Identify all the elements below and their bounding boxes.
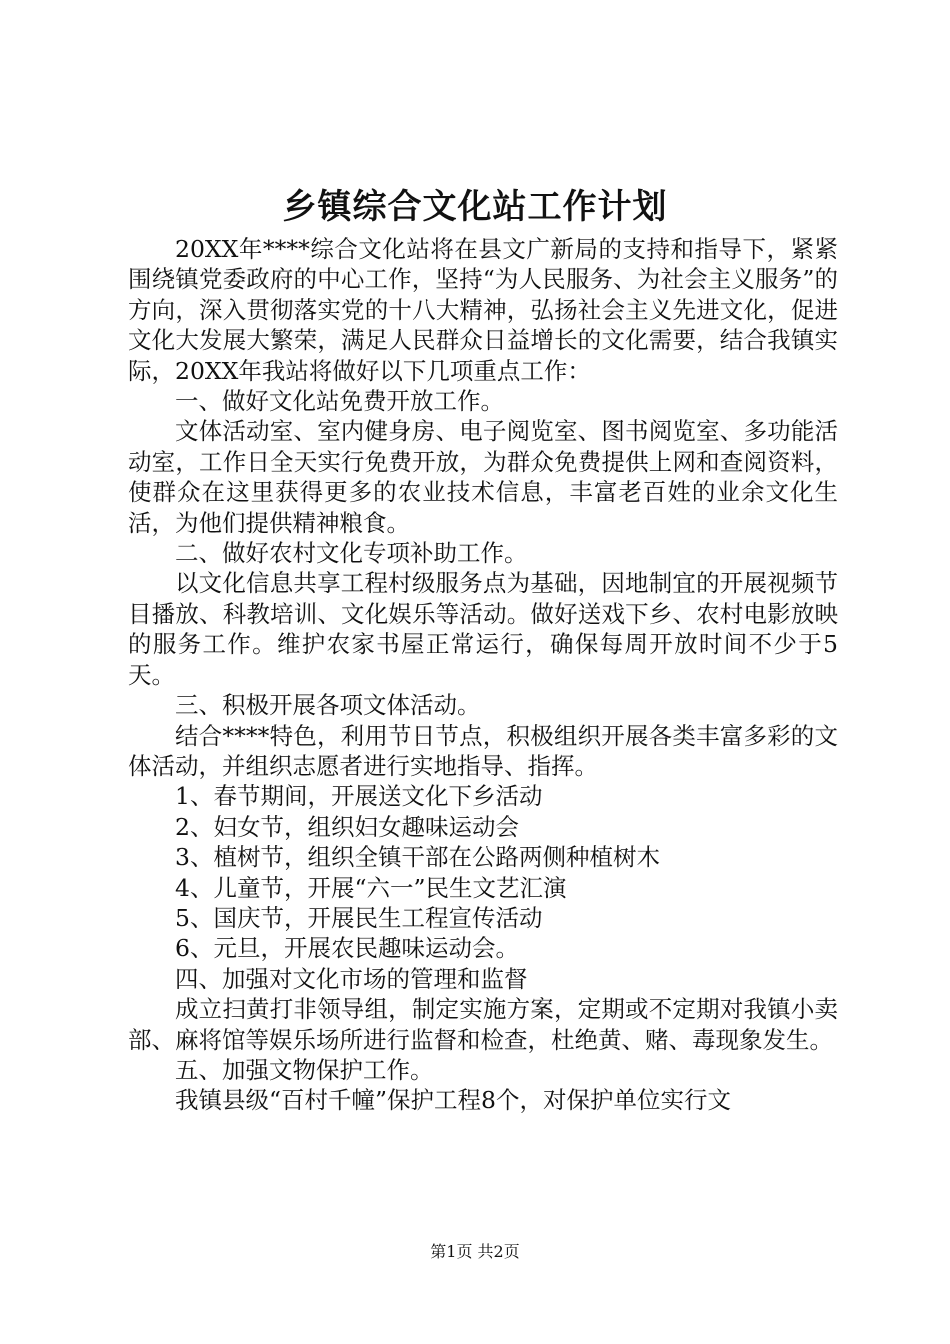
paragraph-intro: 20XX年****综合文化站将在县文广新局的支持和指导下，紧紧围绕镇党委政府的中心工作，坚持“为人民服务、为社会主义服务”的方向，深入贯彻落实党的十八大精神，弘扬社会主义先进文化，促进文化大发展大繁荣，满足人民群众日益增长的文化需要，结合我镇实际，20XX年我站将做好以下几项重点工作： [128, 235, 838, 385]
heading-section-2: 二、做好农村文化专项补助工作。 [175, 539, 528, 568]
heading-section-1: 一、做好文化站免费开放工作。 [175, 387, 504, 416]
list-item: 3、植树节，组织全镇干部在公路两侧种植树木 [175, 843, 660, 872]
list-item: 2、妇女节，组织妇女趣味运动会 [175, 812, 519, 841]
paragraph-section-3: 结合****特色，利用节日节点，积极组织开展各类丰富多彩的文体活动，并组织志愿者进行实地指导、指挥。 [128, 721, 838, 780]
list-item: 4、儿童节，开展“六一”民生文艺汇演 [175, 873, 567, 902]
list-item: 6、元旦，开展农民趣味运动会。 [175, 934, 519, 963]
document-title: 乡镇综合文化站工作计划 [282, 187, 668, 227]
list-item: 5、国庆节，开展民生工程宣传活动 [175, 903, 543, 932]
heading-section-5: 五、加强文物保护工作。 [175, 1055, 434, 1084]
heading-section-3: 三、积极开展各项文体活动。 [175, 691, 481, 720]
paragraph-section-1: 文体活动室、室内健身房、电子阅览室、图书阅览室、多功能活动室，工作日全天实行免费开放，为群众免费提供上网和查阅资料，使群众在这里获得更多的农业技术信息，丰富老百姓的业余文化生活，为他们提供精神粮食。 [128, 417, 838, 537]
page-footer: 第1页 共2页 [430, 1242, 520, 1261]
list-item: 1、春节期间，开展送文化下乡活动 [175, 782, 543, 811]
heading-section-4: 四、加强对文化市场的管理和监督 [175, 964, 528, 993]
document-body [128, 234, 838, 1116]
paragraph-section-5: 我镇县级“百村千幢”保护工程8个，对保护单位实行文 [175, 1086, 731, 1115]
paragraph-section-4: 成立扫黄打非领导组，制定实施方案，定期或不定期对我镇小卖部、麻将馆等娱乐场所进行监督和检查，杜绝黄、赌、毒现象发生。 [128, 995, 838, 1054]
paragraph-section-2: 以文化信息共享工程村级服务点为基础，因地制宜的开展视频节目播放、科教培训、文化娱乐等活动。做好送戏下乡、农村电影放映的服务工作。维护农家书屋正常运行，确保每周开放时间不少于5天。 [128, 569, 838, 689]
